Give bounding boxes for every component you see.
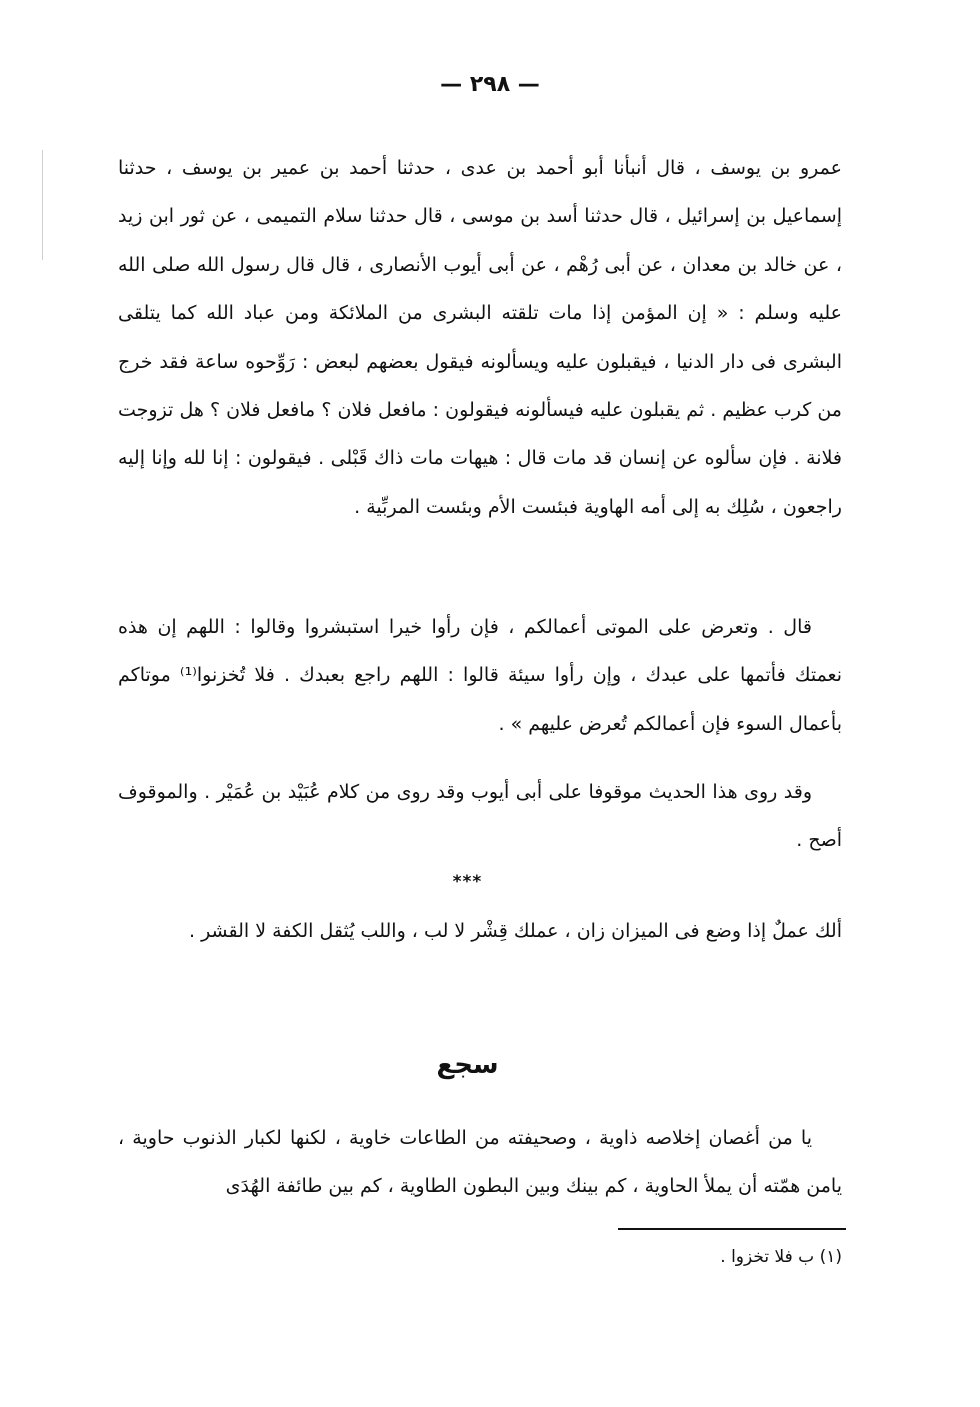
paragraph-hadith-chain — [118, 144, 842, 531]
paragraph-scale — [118, 907, 842, 955]
paragraph-narration-note — [118, 768, 842, 865]
paragraph-text: قال . وتعرض على الموتى أعمالكم ، فإن رأوا خيرا استبشروا وقالوا : اللهم إن هذه نعمتك فأتمها على عبدك ، وإن رأوا سيئة قالوا : اللهم راجع بعبدك . فلا تُخزنوا⁽¹⁾ موتاكم بأعمال السوء فإن أعمالكم تُعرض عليهم » . — [118, 616, 843, 735]
margin-mark — [42, 150, 43, 260]
footnote-divider — [618, 1228, 846, 1230]
paragraph-rhymed-prose — [118, 1114, 842, 1211]
paragraph-text: يا من أغصان إخلاصه ذاوية ، وصحيفته من الطاعات خاوية ، لكنها لكبار الذنوب حاوية ، يامن همّته أن يملأ الحاوية ، كم بينك وبين البطون الطاوية ، كم بين طائفة الهُدَى — [118, 1127, 842, 1198]
section-separator: *** — [452, 872, 483, 892]
paragraph-text: وقد روى هذا الحديث موقوفا على أبى أيوب وقد روى من كلام عُبَيْد بن عُمَيْر . والموقوف أصح . — [118, 781, 842, 852]
footnote: (١) ب فلا تخزوا . — [720, 1247, 842, 1267]
paragraph-text: ألك عملٌ إذا وضع فى الميزان زان ، عملك قِشْر لا لب ، واللب يُثقل الكفة لا القشر . — [188, 920, 842, 942]
section-heading: سجع — [436, 1050, 499, 1080]
paragraph-deeds-shown — [118, 603, 842, 748]
page-number: — ٢٩٨ — — [440, 72, 540, 97]
paragraph-text: عمرو بن يوسف ، قال أنبأنا أبو أحمد بن عدى ، حدثنا أحمد بن عمير بن يوسف ، حدثنا إسماعيل بن إسرائيل ، قال حدثنا أسد بن موسى ، قال حدثنا سلام التميمى ، عن ثور ابن زيد ، عن خالد بن معدان ، عن أبى رُهْم ، عن أبى أيوب الأنصارى ، قال قال رسول الله صلى الله عليه وسلم : « إن المؤمن إذا مات تلقته البشرى من الملائكة ومن عباد الله كما يتلقى البشرى فى دار الدنيا ، فيقبلون عليه ويسألونه فيقول بعضهم لبعض : رَوِّحوه ساعة فقد خرج من كرب عظيم . ثم يقبلون عليه فيسألونه فيقولون : مافعل فلان ؟ مافعل فلان ؟ هل تزوجت فلانة . فإن سألوه عن إنسان قد مات قال : هيهات مات ذاك قَبْلى . فيقولون : إنا لله وإنا إليه راجعون ، سُلِك به إلى أمه الهاوية فبئست الأم وبئست المربِّية . — [118, 157, 842, 518]
